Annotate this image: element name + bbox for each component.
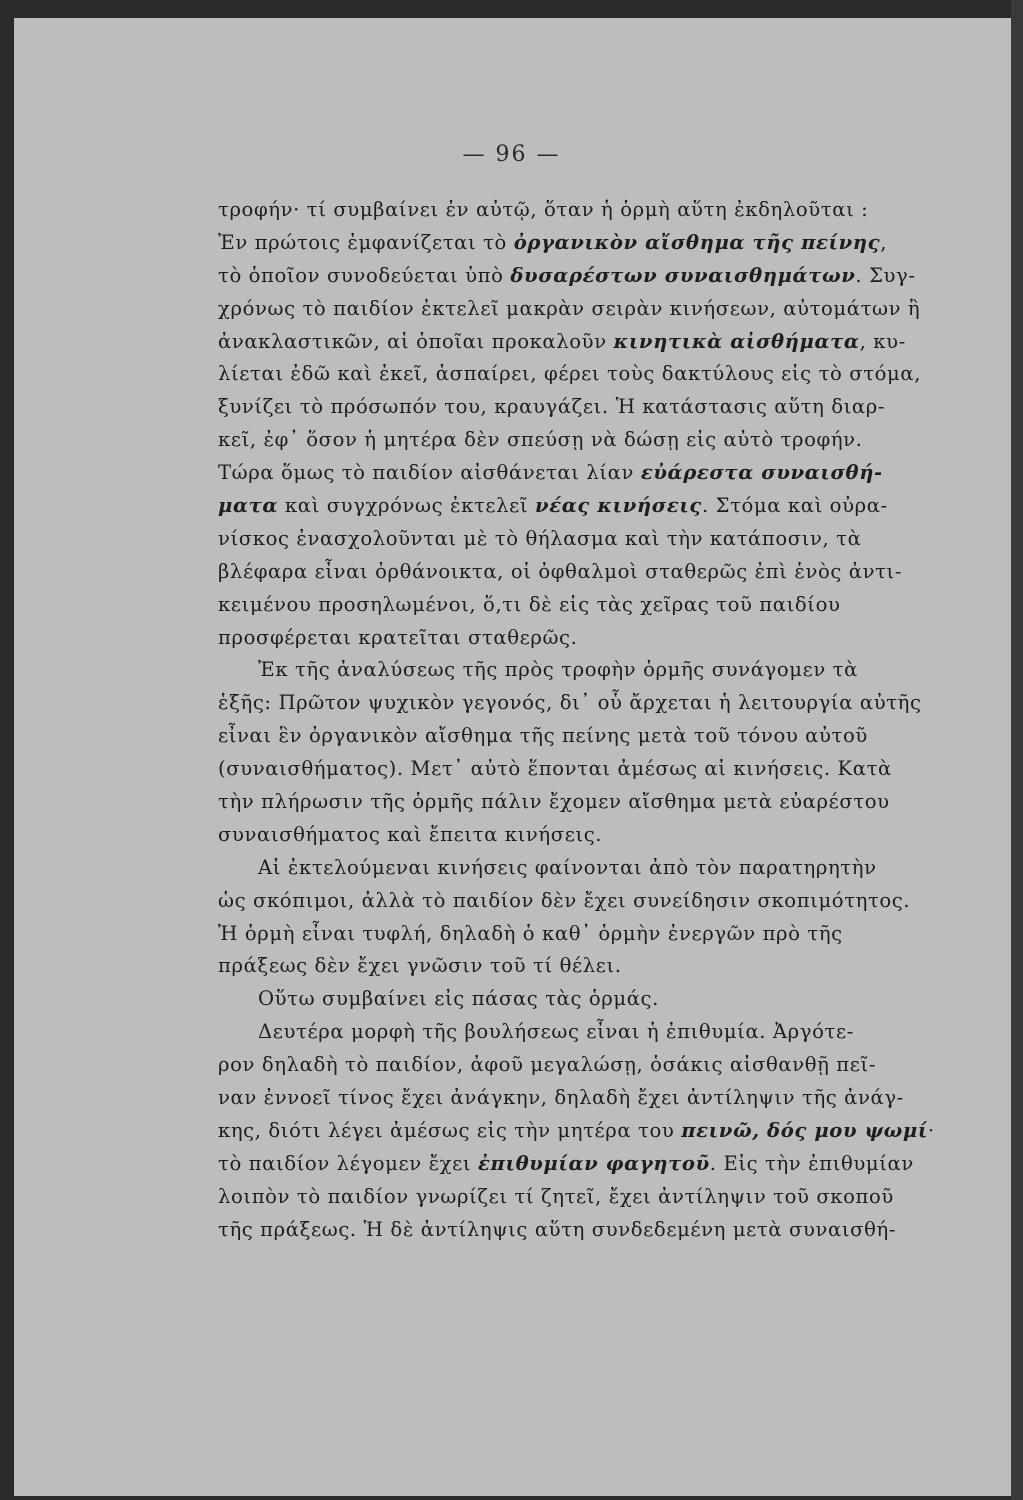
emphasized-text: ὀργανικὸν αἴσθημα τῆς πείνης	[513, 230, 881, 254]
text-segment: Ἐκ τῆς ἀναλύσεως τῆς πρὸς τροφὴν ὁρμῆς συνάγομεν τὰ	[258, 658, 858, 682]
text-segment: κεῖ, ἐφ᾿ ὅσον ἡ μητέρα δὲν σπεύσῃ νὰ δώσῃ εἰς αὐτὸ τροφήν.	[218, 428, 863, 452]
text-segment: καὶ συγχρόνως ἐκτελεῖ	[278, 494, 536, 518]
text-line	[218, 260, 963, 293]
text-segment: τὴν πλήρωσιν τῆς ὁρμῆς πάλιν ἔχομεν αἴσθημα μετὰ εὐαρέστου	[218, 790, 890, 814]
text-line	[218, 490, 963, 523]
text-line	[218, 885, 963, 918]
text-segment: συναισθήματος καὶ ἔπειτα κινήσεις.	[218, 822, 603, 846]
emphasized-text: κινητικὰ αἰσθήματα	[613, 329, 860, 353]
text-segment: ξυνίζει τὸ πρόσωπόν του, κραυγάζει. Ἡ κατάστασις αὕτη διαρ-	[218, 395, 886, 419]
text-segment: Δευτέρα μορφὴ τῆς βουλήσεως εἶναι ἡ ἐπιθυμία. Ἀργότε-	[258, 1020, 854, 1044]
emphasized-text: νέας κινήσεις	[535, 494, 702, 518]
text-line	[218, 950, 963, 983]
text-line	[218, 1049, 963, 1082]
text-line	[218, 424, 963, 457]
text-line	[218, 1082, 963, 1115]
text-segment: τὸ παιδίον λέγομεν ἔχει	[218, 1151, 479, 1175]
text-segment: ὡς σκόπιμοι, ἀλλὰ τὸ παιδίον δὲν ἔχει συνείδησιν σκοπιμότητος.	[218, 888, 911, 912]
text-line	[218, 1016, 963, 1049]
text-line	[218, 227, 963, 260]
text-line	[218, 983, 963, 1016]
text-line	[218, 358, 963, 391]
text-line	[218, 753, 963, 786]
text-line	[218, 622, 963, 655]
text-segment: τὸ ὁποῖον συνοδεύεται ὑπὸ	[218, 263, 511, 287]
text-segment: λοιπὸν τὸ παιδίον γνωρίζει τί ζητεῖ, ἔχει ἀντίληψιν τοῦ σκοποῦ	[218, 1184, 894, 1208]
text-segment: . Συγ-	[855, 263, 916, 287]
text-line	[218, 391, 963, 424]
text-segment: λίεται ἐδῶ καὶ ἐκεῖ, ἀσπαίρει, φέρει τοὺς δακτύλους εἰς τὸ στόμα,	[218, 362, 922, 386]
text-line	[218, 918, 963, 951]
page-edge-shadow	[1011, 0, 1023, 1500]
text-segment: τῆς πράξεως. Ἡ δὲ ἀντίληψις αὕτη συνδεδεμένη μετὰ συναισθή-	[218, 1217, 897, 1241]
emphasized-text: πεινῶ, δός μου ψωμί	[681, 1118, 928, 1142]
text-line	[218, 556, 963, 589]
emphasized-text: ἐπιθυμίαν φαγητοῦ	[478, 1151, 710, 1175]
text-segment: προσφέρεται κρατεῖται σταθερῶς.	[218, 625, 578, 649]
text-segment: Οὕτω συμβαίνει εἰς πάσας τὰς ὁρμάς.	[258, 987, 659, 1011]
text-line	[218, 687, 963, 720]
text-line	[218, 457, 963, 490]
text-line	[218, 1181, 963, 1214]
text-segment: Αἱ ἐκτελούμεναι κινήσεις φαίνονται ἀπὸ τὸν παρατηρητὴν	[258, 855, 877, 879]
text-line	[218, 326, 963, 359]
emphasized-text: εὐάρεστα συναισθή-	[640, 461, 883, 485]
text-segment: . Στόμα καὶ οὐρα-	[701, 494, 888, 518]
text-line	[218, 720, 963, 753]
text-segment: ἑξῆς: Πρῶτον ψυχικὸν γεγονός, δι᾿ οὗ ἄρχεται ἡ λειτουργία αὐτῆς	[218, 691, 922, 715]
text-segment: πράξεως δὲν ἔχει γνῶσιν τοῦ τί θέλει.	[218, 954, 622, 978]
text-segment: βλέφαρα εἶναι ὀρθάνοικτα, οἱ ὀφθαλμοὶ σταθερῶς ἐπὶ ἑνὸς ἀντι-	[218, 559, 903, 583]
text-line	[218, 819, 963, 852]
page-number: — 96 —	[462, 142, 561, 167]
text-segment: Τώρα ὅμως τὸ παιδίον αἰσθάνεται λίαν	[218, 461, 641, 485]
text-line	[218, 194, 963, 227]
text-line	[218, 1115, 963, 1148]
text-line	[218, 523, 963, 556]
text-segment: (συναισθήματος). Μετ᾿ αὐτὸ ἕπονται ἀμέσως αἱ κινήσεις. Κατὰ	[218, 757, 892, 781]
text-line	[218, 1214, 963, 1247]
text-segment: κειμένου προσηλωμένοι, ὅ,τι δὲ εἰς τὰς χεῖρας τοῦ παιδίου	[218, 592, 841, 616]
text-segment: ·	[927, 1118, 935, 1142]
text-segment: ναν ἐννοεῖ τίνος ἔχει ἀνάγκην, δηλαδὴ ἔχει ἀντίληψιν τῆς ἀνάγ-	[218, 1086, 904, 1110]
text-line	[218, 852, 963, 885]
text-segment: νίσκος ἐνασχολοῦνται μὲ τὸ θήλασμα καὶ τὴν κατάποσιν, τὰ	[218, 526, 862, 550]
text-segment: ἀνακλαστικῶν, αἱ ὁποῖαι προκαλοῦν	[218, 329, 614, 353]
text-segment: τροφήν· τί συμβαίνει ἐν αὐτῷ, ὅταν ἡ ὁρμὴ αὕτη ἐκδηλοῦται :	[218, 198, 869, 221]
text-segment: ,	[880, 230, 888, 254]
text-segment: , κυ-	[859, 329, 906, 353]
text-line	[218, 589, 963, 622]
text-line	[218, 293, 963, 326]
text-segment: χρόνως τὸ παιδίον ἐκτελεῖ μακρὰν σειρὰν κινήσεων, αὐτομάτων ἢ	[218, 296, 921, 320]
text-line	[218, 1148, 963, 1181]
text-line	[218, 654, 963, 687]
emphasized-text: ματα	[218, 494, 279, 518]
text-line	[218, 786, 963, 819]
text-segment: Ἡ ὁρμὴ εἶναι τυφλή, δηλαδὴ ὁ καθ᾿ ὁρμὴν ἐνεργῶν πρὸ τῆς	[218, 921, 843, 945]
text-segment: . Εἰς τὴν ἐπιθυμίαν	[709, 1151, 914, 1175]
text-segment: ρον δηλαδὴ τὸ παιδίον, ἀφοῦ μεγαλώσῃ, ὁσάκις αἰσθανθῇ πεῖ-	[218, 1053, 877, 1077]
body-text	[218, 194, 963, 1247]
emphasized-text: δυσαρέστων συναισθημάτων	[510, 263, 856, 287]
text-segment: Ἐν πρώτοις ἐμφανίζεται τὸ	[218, 230, 514, 254]
text-segment: κης, διότι λέγει ἀμέσως εἰς τὴν μητέρα του	[218, 1118, 682, 1142]
text-segment: εἶναι ἓν ὀργανικὸν αἴσθημα τῆς πείνης μετὰ τοῦ τόνου αὐτοῦ	[218, 724, 868, 748]
